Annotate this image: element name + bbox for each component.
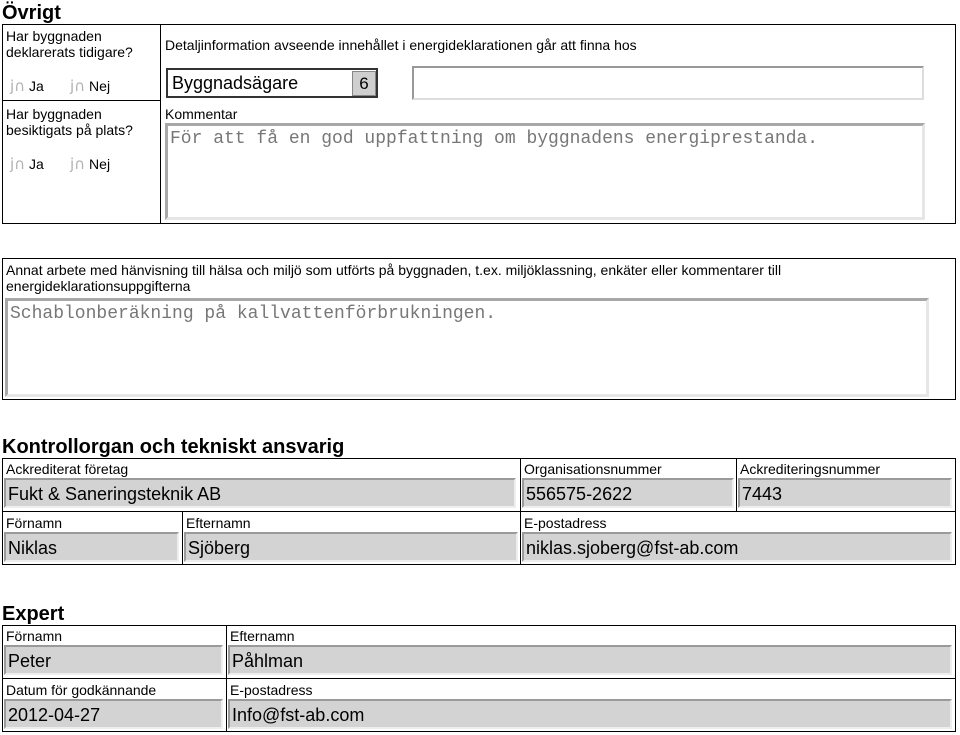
select-dropdown-button[interactable]: 6 — [352, 71, 376, 96]
radio-ja-declared[interactable]: j∩ Ja — [10, 77, 44, 95]
divider — [182, 511, 183, 565]
efternamn-field[interactable]: Sjöberg — [184, 532, 518, 562]
radio-button-icon: j∩ — [10, 77, 26, 95]
ackr-label: Ackrediteringsnummer — [740, 461, 881, 477]
divider — [736, 458, 737, 511]
divider — [2, 100, 160, 101]
section-title-kontrollorgan: Kontrollorgan och tekniskt ansvarig — [2, 436, 345, 458]
expert-email-label: E-postadress — [230, 682, 313, 698]
comment-textarea[interactable]: För att få en god uppfattning om byggnadens energiprestanda. — [165, 123, 925, 220]
section-title-ovrigt: Övrigt — [2, 2, 61, 24]
expert-fornamn-field[interactable]: Peter — [4, 645, 223, 675]
section-title-expert: Expert — [2, 603, 65, 625]
expert-efternamn-field[interactable]: Påhlman — [228, 645, 952, 675]
detail-info-label: Detaljinformation avseende innehållet i energideklarationen går att finna hos — [165, 37, 637, 53]
divider — [520, 458, 521, 565]
divider — [160, 24, 161, 224]
comment-label: Kommentar — [165, 106, 238, 122]
annat-label: Annat arbete med hänvisning till hälsa och miljö som utförts på byggnaden, t.ex. miljöklassning, enkäter eller kommentarer till energideklarationsuppgifterna — [6, 262, 782, 294]
divider — [226, 625, 227, 732]
detail-source-select[interactable]: Byggnadsägare — [166, 68, 378, 98]
fornamn-field[interactable]: Niklas — [4, 532, 179, 562]
annat-textarea[interactable]: Schablonberäkning på kallvattenförbrukningen. — [5, 298, 929, 397]
company-label: Ackrediterat företag — [6, 461, 129, 477]
question-inspected-on-site: Har byggnaden besiktigats på plats? — [6, 106, 133, 138]
radio-button-icon: j∩ — [70, 155, 86, 173]
ackr-field[interactable]: 7443 — [738, 478, 952, 508]
divider — [2, 511, 956, 512]
detail-extra-input[interactable] — [412, 66, 924, 100]
radio-nej-inspected[interactable]: j∩ Nej — [70, 155, 111, 173]
orgnr-label: Organisationsnummer — [524, 461, 662, 477]
approval-date-field[interactable]: 2012-04-27 — [4, 699, 223, 729]
orgnr-field[interactable]: 556575-2622 — [522, 478, 734, 508]
expert-efternamn-label: Efternamn — [230, 628, 295, 644]
efternamn-label: Efternamn — [186, 515, 251, 531]
email-label: E-postadress — [524, 515, 607, 531]
approval-date-label: Datum för godkännande — [6, 682, 157, 698]
radio-button-icon: j∩ — [10, 155, 26, 173]
divider — [2, 678, 956, 679]
question-declared-before: Har byggnaden deklarerats tidigare? — [6, 28, 133, 60]
expert-fornamn-label: Förnamn — [6, 628, 63, 644]
radio-nej-declared[interactable]: j∩ Nej — [70, 77, 111, 95]
fornamn-label: Förnamn — [6, 515, 63, 531]
email-field[interactable]: niklas.sjoberg@fst-ab.com — [522, 532, 952, 562]
radio-button-icon: j∩ — [70, 77, 86, 95]
company-field[interactable]: Fukt & Saneringsteknik AB — [4, 478, 516, 508]
radio-ja-inspected[interactable]: j∩ Ja — [10, 155, 44, 173]
expert-email-field[interactable]: Info@fst-ab.com — [228, 699, 952, 729]
